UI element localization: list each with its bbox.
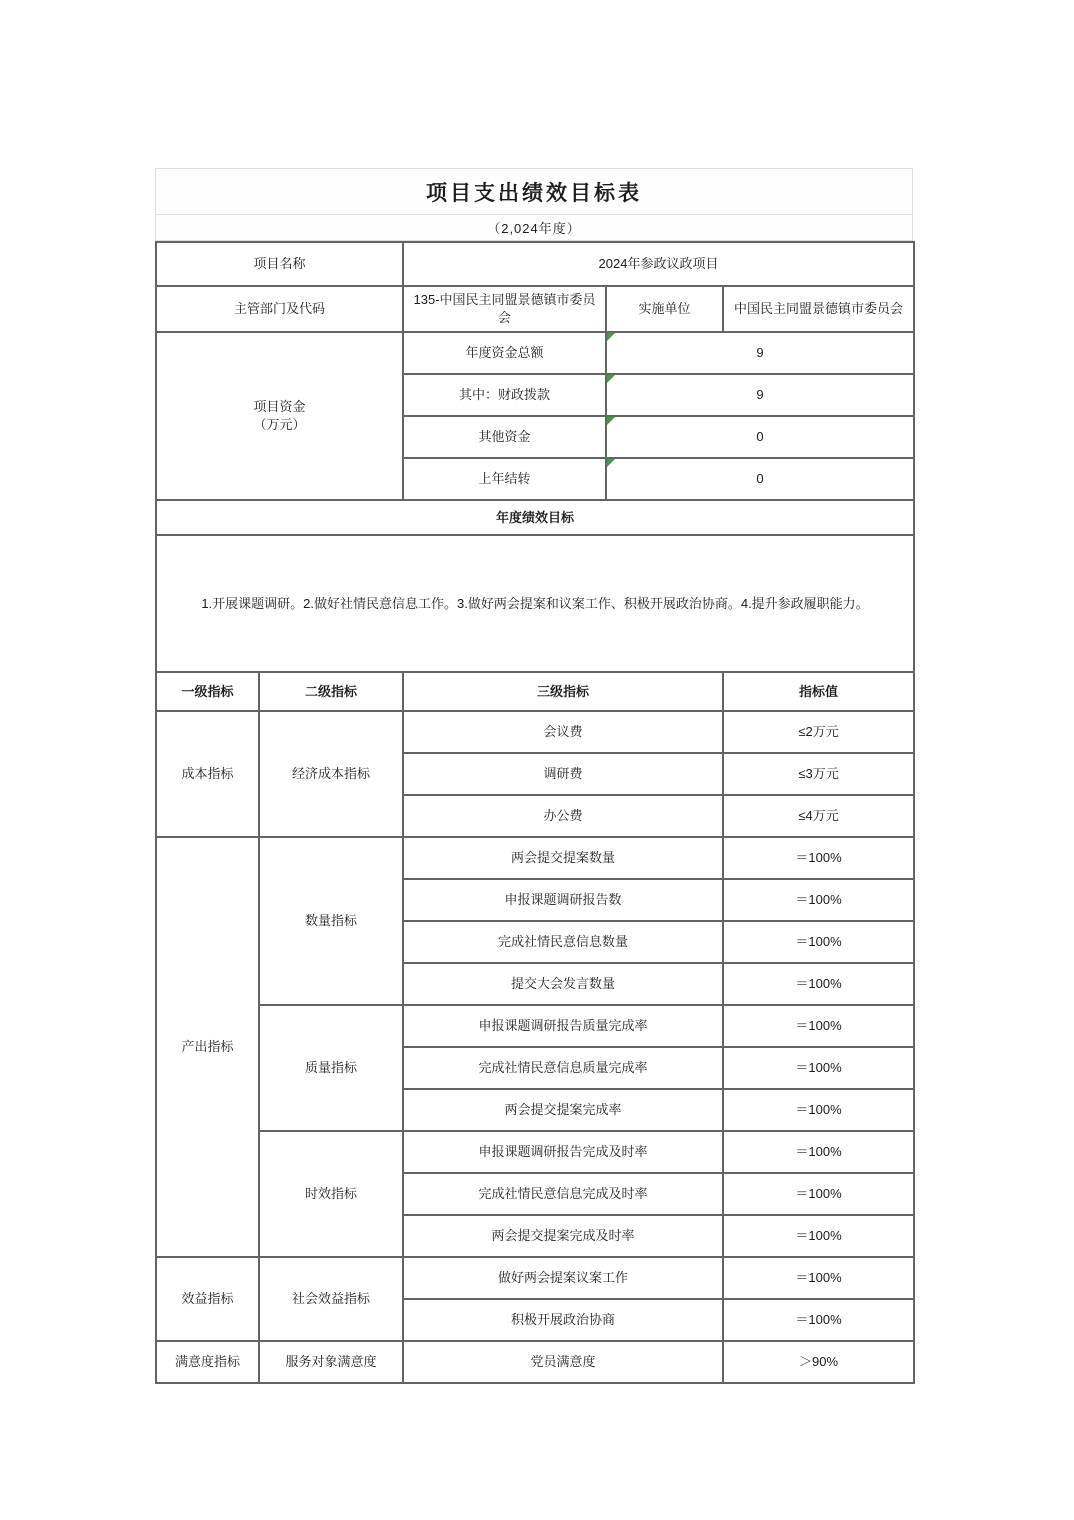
- indicator-value: ≤4万元: [723, 795, 914, 837]
- indicator-value: ＝100%: [723, 1047, 914, 1089]
- indicator-header-row: [156, 672, 914, 711]
- funding-item-value: [606, 458, 914, 500]
- indicator-value: ＝100%: [723, 1005, 914, 1047]
- funding-item-value: [606, 332, 914, 374]
- header-level2: 二级指标: [259, 672, 403, 711]
- indicator-name: 申报课题调研报告数: [403, 879, 723, 921]
- annual-goal-text: 1.开展课题调研。2.做好社情民意信息工作。3.做好两会提案和议案工作、积极开展政治协商。4.提升参政履职能力。: [156, 535, 914, 672]
- funding-item-label: 上年结转: [403, 458, 606, 500]
- funding-row: [156, 332, 914, 374]
- header-value: 指标值: [723, 672, 914, 711]
- indicator-name: 两会提交提案完成及时率: [403, 1215, 723, 1257]
- indicator-value: ＝100%: [723, 879, 914, 921]
- indicator-value: ＝100%: [723, 1173, 914, 1215]
- indicator-name: 申报课题调研报告完成及时率: [403, 1131, 723, 1173]
- funding-item-value: [606, 374, 914, 416]
- page-title: 项目支出绩效目标表: [426, 181, 642, 205]
- implementing-unit-value: 中国民主同盟景德镇市委员会: [723, 286, 914, 332]
- level1-cost: 成本指标: [156, 711, 259, 837]
- funding-value-text: 9: [756, 387, 764, 403]
- indicator-row: [156, 1131, 914, 1173]
- annual-goal-header: 年度绩效目标: [156, 500, 914, 535]
- funding-value-text: 9: [756, 345, 764, 361]
- indicator-name: 做好两会提案议案工作: [403, 1257, 723, 1299]
- indicator-value: ＝100%: [723, 837, 914, 879]
- level2-timeliness: 时效指标: [259, 1131, 403, 1257]
- indicator-name: 党员满意度: [403, 1341, 723, 1383]
- header-level1: 一级指标: [156, 672, 259, 711]
- indicator-name: 两会提交提案完成率: [403, 1089, 723, 1131]
- funding-item-label: 其他资金: [403, 416, 606, 458]
- indicator-row: [156, 711, 914, 753]
- indicator-name: 会议费: [403, 711, 723, 753]
- project-name-label: 项目名称: [156, 242, 403, 286]
- level1-output: 产出指标: [156, 837, 259, 1257]
- cell-corner-marker-icon: [607, 417, 615, 425]
- indicator-row: [156, 1341, 914, 1383]
- indicator-value: ＝100%: [723, 1299, 914, 1341]
- indicator-name: 积极开展政治协商: [403, 1299, 723, 1341]
- indicator-name: 办公费: [403, 795, 723, 837]
- header-level3: 三级指标: [403, 672, 723, 711]
- indicator-row: [156, 837, 914, 879]
- indicator-value: ＝100%: [723, 1215, 914, 1257]
- level2-quantity: 数量指标: [259, 837, 403, 1005]
- level2-social-benefit: 社会效益指标: [259, 1257, 403, 1341]
- department-label: 主管部门及代码: [156, 286, 403, 332]
- indicator-value: ＝100%: [723, 1089, 914, 1131]
- indicator-value: ＝100%: [723, 921, 914, 963]
- indicator-value: ≤3万元: [723, 753, 914, 795]
- level2-economic-cost: 经济成本指标: [259, 711, 403, 837]
- indicator-name: 申报课题调研报告质量完成率: [403, 1005, 723, 1047]
- indicator-name: 完成社情民意信息完成及时率: [403, 1173, 723, 1215]
- indicator-row: [156, 1257, 914, 1299]
- indicator-name: 调研费: [403, 753, 723, 795]
- indicator-value: ＝100%: [723, 1257, 914, 1299]
- project-name-value: 2024年参政议政项目: [403, 242, 914, 286]
- department-value: 135-中国民主同盟景德镇市委员会: [403, 286, 606, 332]
- level2-quality: 质量指标: [259, 1005, 403, 1131]
- table-row: [156, 242, 914, 286]
- table-row: [156, 535, 914, 672]
- cell-corner-marker-icon: [607, 333, 615, 341]
- implementing-unit-label: 实施单位: [606, 286, 723, 332]
- indicator-name: 两会提交提案数量: [403, 837, 723, 879]
- indicator-name: 完成社情民意信息数量: [403, 921, 723, 963]
- funding-value-text: 0: [756, 471, 764, 487]
- level1-benefit: 效益指标: [156, 1257, 259, 1341]
- title-block: [155, 168, 913, 241]
- indicator-row: [156, 1005, 914, 1047]
- table-row: [156, 286, 914, 332]
- cell-corner-marker-icon: [607, 459, 615, 467]
- indicator-name: 提交大会发言数量: [403, 963, 723, 1005]
- level1-satisfaction: 满意度指标: [156, 1341, 259, 1383]
- funding-item-label: 年度资金总额: [403, 332, 606, 374]
- funding-label-line1: 项目资金: [253, 399, 306, 415]
- performance-target-sheet: [155, 168, 913, 1384]
- funding-label: [156, 332, 403, 500]
- indicator-value: ＞90%: [723, 1341, 914, 1383]
- performance-table: [155, 241, 915, 1384]
- page-subtitle: （2,024年度）: [156, 214, 912, 240]
- level2-service-satisfaction: 服务对象满意度: [259, 1341, 403, 1383]
- indicator-value: ＝100%: [723, 963, 914, 1005]
- funding-item-value: [606, 416, 914, 458]
- funding-value-text: 0: [756, 429, 764, 445]
- indicator-value: ≤2万元: [723, 711, 914, 753]
- indicator-name: 完成社情民意信息质量完成率: [403, 1047, 723, 1089]
- indicator-value: ＝100%: [723, 1131, 914, 1173]
- funding-label-line2: （万元）: [253, 417, 306, 432]
- cell-corner-marker-icon: [607, 375, 615, 383]
- table-row: [156, 500, 914, 535]
- funding-item-label: 其中：财政拨款: [403, 374, 606, 416]
